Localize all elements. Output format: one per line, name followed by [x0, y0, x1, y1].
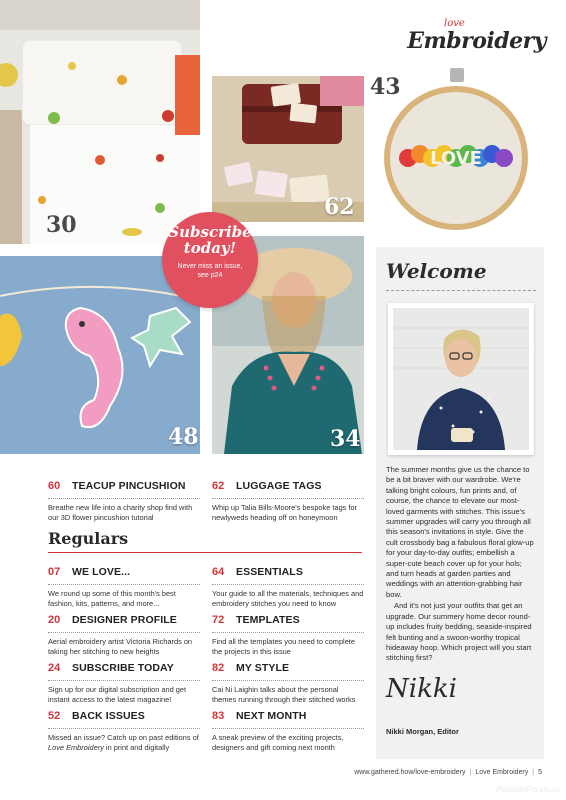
magazine-logo [407, 14, 546, 54]
toc-description: Cai Ni Laighin talks about the personal themes running through their stitched works [212, 685, 356, 704]
welcome-heading: Welcome [386, 259, 487, 283]
toc-title: BACK ISSUES [72, 710, 145, 722]
regulars-rule [48, 552, 362, 553]
page-ref-48: 48 [168, 424, 199, 450]
toc-divider [48, 680, 200, 681]
footer-url[interactable]: www.gathered.how/love-embroidery [354, 769, 466, 776]
toc-divider [48, 498, 200, 499]
toc-page-number: 20 [48, 614, 61, 626]
toc-page-number: 83 [212, 710, 225, 722]
bedding-photo [0, 0, 200, 244]
toc-item-teacup-pincushion[interactable] [48, 480, 200, 523]
toc-divider [212, 498, 364, 499]
toc-description [48, 733, 200, 753]
toc-item-next-month[interactable] [212, 710, 364, 753]
editor-signature: Nikki [386, 674, 457, 704]
welcome-letter [386, 465, 536, 664]
toc-description: We round up some of this month's best fashion, kits, patterns, and more... [48, 589, 176, 608]
subscribe-badge[interactable] [162, 212, 258, 308]
toc-title: WE LOVE... [72, 566, 131, 578]
toc-divider [212, 632, 364, 633]
toc-description: Aerial embroidery artist Victoria Richards on taking her stitching to new heights [48, 637, 193, 656]
toc-description: Breathe new life into a charity shop find with our 3D flower pincushion tutorial [48, 503, 193, 522]
desc-text: Missed an issue? Catch up on past editions of [48, 733, 199, 742]
toc-item-templates[interactable] [212, 614, 364, 657]
toc-item-designer-profile[interactable] [48, 614, 200, 657]
toc-item-essentials[interactable] [212, 566, 364, 609]
toc-title: ESSENTIALS [236, 566, 303, 578]
desc-text-end: in print and digitally [103, 743, 170, 752]
toc-divider [48, 728, 200, 729]
toc-page-number: 60 [48, 480, 61, 492]
toc-item-my-style[interactable] [212, 662, 364, 705]
toc-item-back-issues[interactable] [48, 710, 200, 753]
toc-divider [48, 632, 200, 633]
toc-divider [212, 584, 364, 585]
toc-page-number: 82 [212, 662, 225, 674]
editor-name: Nikki Morgan, Editor [386, 727, 459, 736]
footer-magazine: Love Embroidery [475, 769, 529, 776]
toc-title: SUBSCRIBE TODAY [72, 662, 174, 674]
toc-description: Your guide to all the materials, techniques and embroidery stitches you need to know [212, 589, 364, 608]
toc-page-number: 24 [48, 662, 61, 674]
watermark: PassionForum.ru [496, 785, 560, 794]
footer-page-number: 5 [538, 769, 542, 776]
toc-page-number: 07 [48, 566, 61, 578]
toc-description: Find all the templates you need to complete the projects in this issue [212, 637, 355, 656]
page-ref-43: 43 [370, 74, 401, 100]
page-ref-30: 30 [46, 212, 77, 238]
badge-small-text: Never miss an issue, see p24 [177, 263, 243, 279]
toc-page-number: 72 [212, 614, 225, 626]
badge-line2: today! [183, 239, 237, 257]
toc-page-number: 64 [212, 566, 225, 578]
footer-separator: | [532, 769, 535, 776]
toc-divider [212, 680, 364, 681]
desc-italic-title: Love Embroidery [48, 743, 104, 752]
welcome-paragraph-2: And it's not just your outfits that get an upgrade. Our summery home decor round-up includes fruity bedding, seaside-inspired felt bunting and a swoon-worthy tropical hideaway hoop. Which project will you start stitching first? [386, 601, 532, 663]
badge-line1: Subscribe [168, 223, 252, 241]
logo-embroidery: Embroidery [407, 28, 546, 54]
welcome-dashed-rule [386, 290, 536, 291]
toc-title: DESIGNER PROFILE [72, 614, 177, 626]
toc-item-luggage-tags[interactable] [212, 480, 364, 523]
page-ref-34: 34 [330, 426, 361, 452]
editor-portrait [393, 308, 529, 450]
welcome-panel [376, 247, 544, 759]
toc-item-subscribe-today[interactable] [48, 662, 200, 705]
toc-title: MY STYLE [236, 662, 290, 674]
footer-separator: | [469, 769, 472, 776]
toc-divider [212, 728, 364, 729]
toc-description: Whip up Talia Bills-Moore's bespoke tags for newlyweds heading off on honeymoon [212, 503, 358, 522]
toc-description: A sneak preview of the exciting projects, designers and gift coming next month [212, 733, 344, 752]
toc-divider [48, 584, 200, 585]
luggage-tags-photo [212, 76, 364, 222]
page-footer [354, 769, 542, 776]
hoop-word: LOVE [430, 148, 482, 169]
toc-title: TEMPLATES [236, 614, 300, 626]
love-hoop-photo [368, 66, 546, 236]
bedding-illustration [0, 0, 200, 244]
toc-title: TEACUP PINCUSHION [72, 480, 186, 492]
toc-title: LUGGAGE TAGS [236, 480, 322, 492]
toc-page-number: 52 [48, 710, 61, 722]
regulars-heading: Regulars [48, 529, 129, 548]
logo-love: love [444, 18, 465, 29]
page-ref-62: 62 [324, 194, 355, 220]
welcome-paragraph-1: The summer months give us the chance to be a bit braver with our wardrobe. We're talking bright colours, fun prints and, of course, the chance to elevate our most-loved garments with stitches. This issue's summer upgrades will carry you through all this season's invitations in style. Give the cult crossbody bag a fabulous floral glow-up for your day-to-day outfits; embellish a super-cute beach cover up for your hols; and turn heads at garden parties and weddings with an attention-grabbing hair bow. [386, 465, 534, 599]
toc-title: NEXT MONTH [236, 710, 307, 722]
toc-page-number: 62 [212, 480, 225, 492]
toc-description: Sign up for our digital subscription and get instant access to the latest magazine! [48, 685, 187, 704]
editor-photo [388, 303, 534, 455]
toc-item-we-love[interactable] [48, 566, 200, 609]
